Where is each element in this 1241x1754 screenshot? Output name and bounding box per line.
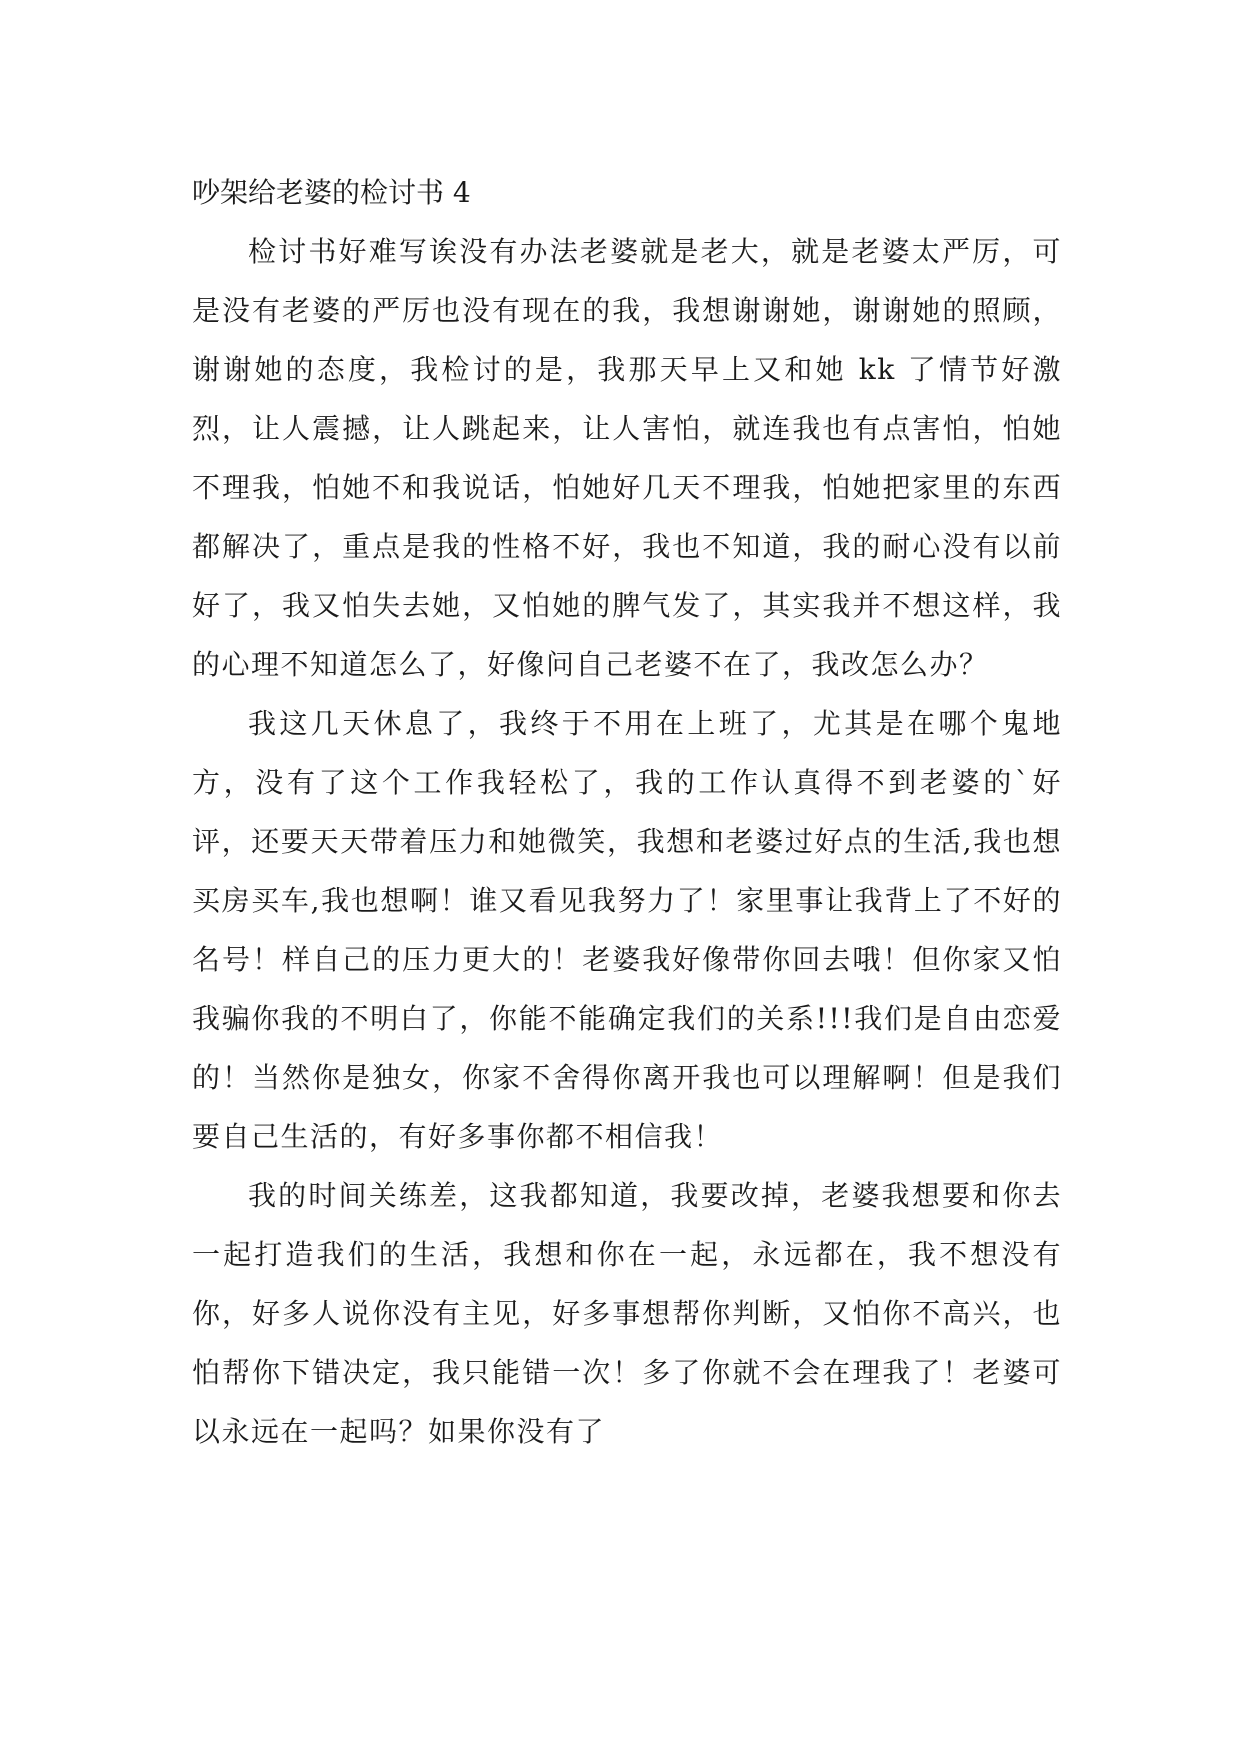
paragraph-1: 检讨书好难写诶没有办法老婆就是老大，就是老婆太严厉，可是没有老婆的严厉也没有现在的我，我想谢谢她，谢谢她的照顾，谢谢她的态度，我检讨的是，我那天早上又和她 kk 了情节好激烈，让人震撼，让人跳起来，让人害怕，就连我也有点害怕，怕她不理我，怕她不和我说话，怕她好几天不理我，怕她把家里的东西都解决了，重点是我的性格不好，我也不知道，我的耐心没有以前好了，我又怕失去她，又怕她的脾气发了，其实我并不想这样，我的心理不知道怎么了，好像问自己老婆不在了，我改怎么办？ xyxy=(192,235,1062,681)
document-body xyxy=(192,163,1062,1461)
paragraph-3: 我的时间关练差，这我都知道，我要改掉，老婆我想要和你去一起打造我们的生活，我想和你在一起，永远都在，我不想没有你，好多人说你没有主见，好多事想帮你判断，又怕你不高兴，也怕帮你下错决定，我只能错一次！多了你就不会在理我了！老婆可以永远在一起吗？如果你没有了 xyxy=(192,1179,1062,1448)
document-title: 吵架给老婆的检讨书 4 xyxy=(192,176,471,209)
paragraph-2: 我这几天休息了，我终于不用在上班了，尤其是在哪个鬼地方，没有了这个工作我轻松了，我的工作认真得不到老婆的`好评，还要天天带着压力和她微笑，我想和老婆过好点的生活,我也想买房买车,我也想啊！谁又看见我努力了！家里事让我背上了不好的名号！样自己的压力更大的！老婆我好像带你回去哦！但你家又怕我骗你我的不明白了，你能不能确定我们的关系!!!我们是自由恋爱的！当然你是独女，你家不舍得你离开我也可以理解啊！但是我们要自己生活的，有好多事你都不相信我！ xyxy=(192,707,1062,1153)
